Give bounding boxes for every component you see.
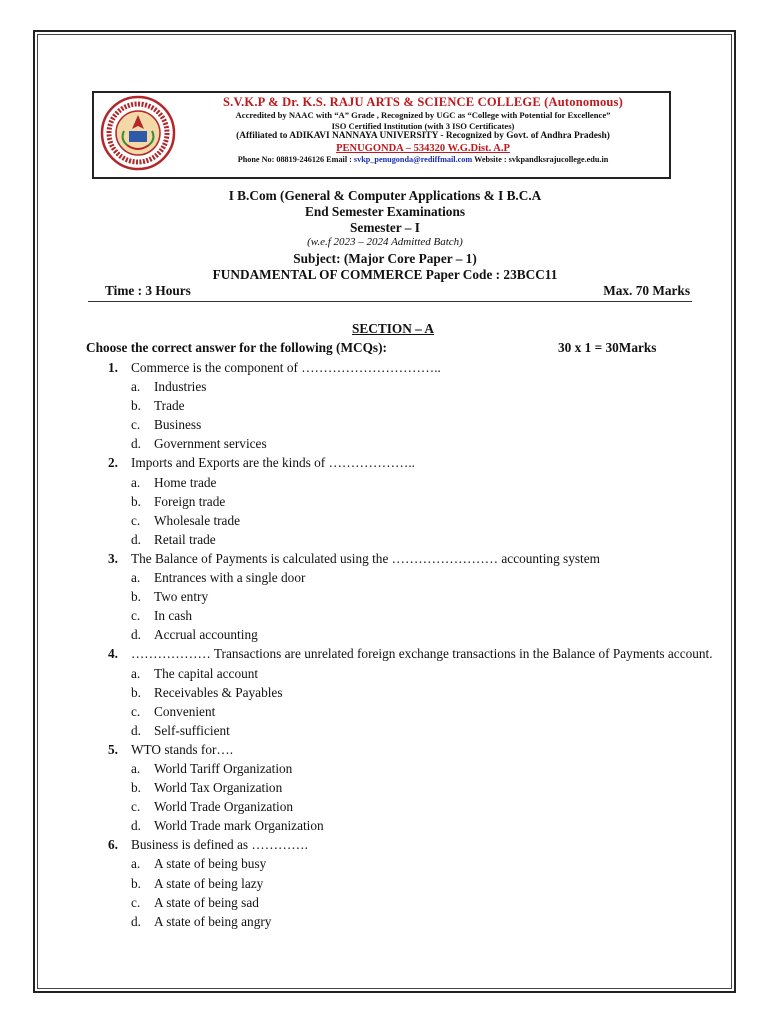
option-text: Entrances with a single door — [154, 570, 306, 586]
option-text: Accrual accounting — [154, 627, 258, 643]
option-letter: d. — [131, 913, 141, 929]
section-instruction: Choose the correct answer for the following (MCQs): — [86, 340, 387, 355]
question-number: 4. — [108, 646, 118, 662]
answer-option — [86, 664, 714, 683]
contact-line — [180, 155, 666, 165]
answer-option — [86, 854, 714, 873]
option-letter: a. — [131, 570, 141, 586]
course-title: I B.Com (General & Computer Applications & I B.C.A — [228, 188, 542, 203]
option-text: Two entry — [154, 589, 209, 605]
option-text: Trade — [154, 398, 185, 414]
option-letter: c. — [131, 417, 141, 433]
answer-option — [86, 473, 714, 492]
answer-option — [86, 625, 714, 644]
option-letter: c. — [131, 512, 141, 528]
answer-option — [86, 396, 714, 415]
option-text: In cash — [154, 608, 193, 624]
option-letter: b. — [131, 589, 141, 605]
question-text: Commerce is the component of ………………………….. — [131, 360, 441, 375]
option-text: World Tax Organization — [154, 780, 283, 796]
question-text: Imports and Exports are the kinds of ……………….. — [131, 455, 415, 471]
website-text: Website : svkpandksrajucollege.edu.in — [474, 155, 609, 165]
option-text: Self-sufficient — [154, 722, 230, 738]
section-title: SECTION – A — [352, 321, 435, 336]
paper-title: FUNDAMENTAL OF COMMERCE Paper Code : 23BCC11 — [212, 267, 558, 282]
option-letter: d. — [131, 531, 141, 547]
answer-option — [86, 702, 714, 721]
option-text: Retail trade — [154, 531, 216, 547]
answer-option — [86, 377, 714, 396]
answer-option — [86, 797, 714, 816]
option-letter: a. — [131, 379, 141, 395]
option-letter: a. — [131, 474, 141, 490]
question-item — [86, 453, 714, 472]
option-text: Home trade — [154, 474, 217, 490]
answer-option — [86, 721, 714, 740]
option-text: A state of being lazy — [154, 875, 264, 891]
semester: Semester – I — [350, 220, 420, 235]
letterhead-text — [180, 95, 666, 165]
answer-option — [86, 492, 714, 511]
answer-option — [86, 816, 714, 835]
accreditation-line: Accredited by NAAC with “A” Grade , Recognized by UGC as “College with Potential for Excellence” — [235, 110, 611, 121]
option-text: A state of being sad — [154, 894, 259, 910]
answer-option — [86, 893, 714, 912]
option-letter: b. — [131, 780, 141, 796]
affiliation-line: (Affiliated to ADIKAVI NANNAYA UNIVERSITY - Recognized by Govt. of Andhra Pradesh) — [236, 131, 610, 142]
option-letter: c. — [131, 799, 141, 815]
option-letter: d. — [131, 627, 141, 643]
answer-option — [86, 912, 714, 931]
answer-option — [86, 606, 714, 625]
answer-option — [86, 530, 714, 549]
iso-line: ISO Certified Institution (with 3 ISO Certificates) — [331, 120, 515, 131]
college-seal-logo — [100, 95, 176, 171]
option-text: Wholesale trade — [154, 512, 241, 528]
answer-option — [86, 759, 714, 778]
option-letter: c. — [131, 894, 141, 910]
question-text: The Balance of Payments is calculated using the …………………… accounting system — [131, 550, 600, 566]
batch-note: (w.e.f 2023 – 2024 Admitted Batch) — [307, 236, 463, 248]
question-number: 3. — [108, 550, 118, 566]
question-text: Business is defined as …………. — [131, 837, 308, 853]
option-letter: b. — [131, 398, 141, 414]
answer-option — [86, 434, 714, 453]
option-letter: d. — [131, 818, 141, 834]
option-text: World Trade Organization — [154, 799, 294, 815]
college-name: S.V.K.P & Dr. K.S. RAJU ARTS & SCIENCE COLLEGE (Autonomous) — [223, 95, 623, 109]
option-text: A state of being busy — [154, 856, 267, 872]
option-letter: d. — [131, 436, 141, 452]
question-text: WTO stands for…. — [131, 741, 234, 757]
option-text: Foreign trade — [154, 493, 226, 509]
answer-option — [86, 568, 714, 587]
subject-line: Subject: (Major Core Paper – 1) — [293, 251, 477, 266]
option-letter: a. — [131, 856, 141, 872]
question-item — [86, 549, 714, 568]
option-text: World Trade mark Organization — [154, 818, 324, 834]
question-number: 5. — [108, 741, 118, 757]
option-letter: b. — [131, 684, 141, 700]
answer-option — [86, 511, 714, 530]
answer-option — [86, 778, 714, 797]
option-letter: a. — [131, 665, 141, 681]
question-text: ……………… Transactions are unrelated foreign exchange transactions in the Balance of Payments account. — [131, 646, 713, 662]
option-text: Convenient — [154, 703, 216, 719]
email-link[interactable]: svkp_penugonda@rediffmail.com — [353, 155, 473, 165]
college-address: PENUGONDA – 534320 W.G.Dist. A.P — [336, 142, 510, 154]
option-text: The capital account — [154, 665, 259, 681]
max-marks: Max. 70 Marks — [603, 283, 690, 298]
option-text: Business — [154, 417, 202, 433]
option-letter: a. — [131, 760, 141, 776]
answer-option — [86, 587, 714, 606]
option-text: A state of being angry — [154, 913, 272, 929]
answer-option — [86, 683, 714, 702]
question-number: 6. — [108, 837, 118, 853]
question-item — [86, 358, 714, 377]
option-text: Receivables & Payables — [154, 684, 283, 700]
question-list — [86, 358, 714, 931]
option-letter: c. — [131, 608, 141, 624]
section-marks: 30 x 1 = 30Marks — [558, 340, 657, 355]
phone-text: Phone No: 08819-246126 Email : — [237, 155, 352, 165]
answer-option — [86, 874, 714, 893]
question-item — [86, 835, 714, 854]
option-letter: b. — [131, 875, 141, 891]
question-item — [86, 644, 714, 663]
answer-option — [86, 415, 714, 434]
time-duration: Time : 3 Hours — [105, 283, 191, 298]
option-text: Industries — [154, 379, 207, 395]
question-item — [86, 740, 714, 759]
question-number: 2. — [108, 455, 118, 471]
option-letter: c. — [131, 703, 141, 719]
option-text: World Tariff Organization — [154, 760, 293, 776]
option-letter: d. — [131, 722, 141, 738]
header-divider — [88, 301, 692, 302]
option-text: Government services — [154, 436, 267, 452]
option-letter: b. — [131, 493, 141, 509]
question-number: 1. — [108, 360, 118, 375]
exam-name: End Semester Examinations — [304, 204, 466, 219]
